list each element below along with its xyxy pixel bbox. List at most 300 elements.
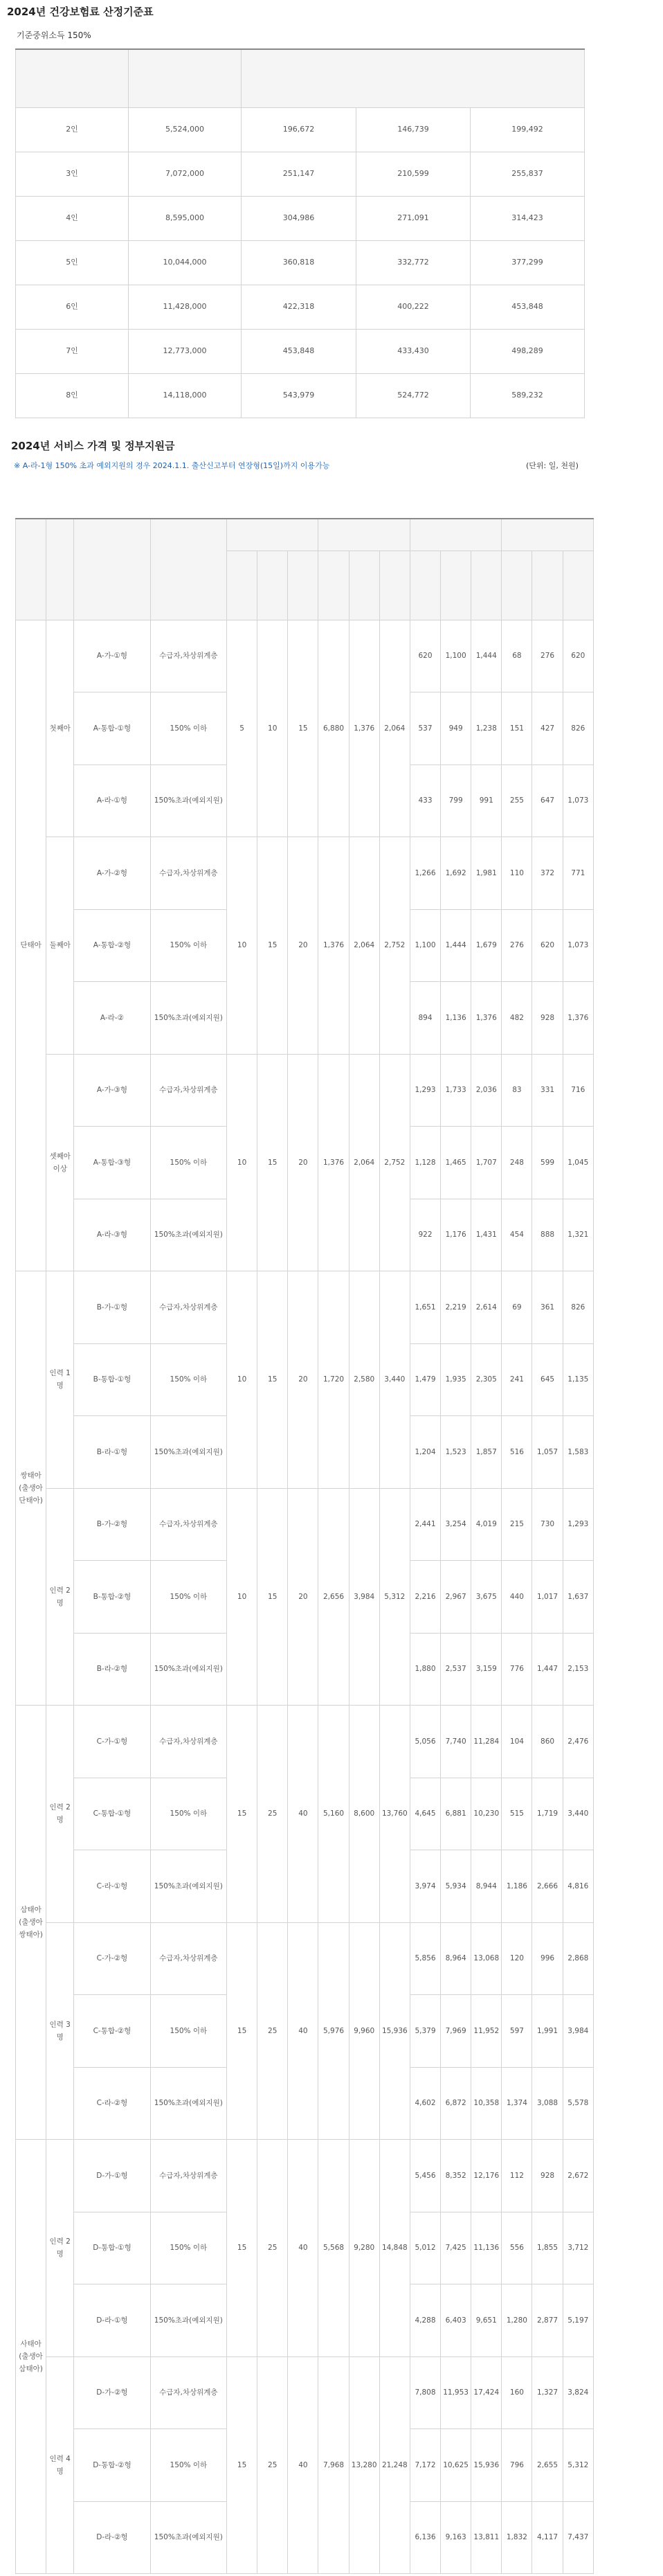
service-type-cell: C-통합-①형 bbox=[74, 1778, 150, 1850]
amount-cell: 4,602 bbox=[410, 2067, 440, 2140]
header-cell bbox=[318, 519, 410, 551]
table-row bbox=[16, 2140, 594, 2212]
header-cell bbox=[410, 519, 501, 551]
amount-cell: 1,327 bbox=[532, 2356, 563, 2429]
service-type-cell: A-가-③형 bbox=[74, 1054, 150, 1127]
premium-cell: 199,492 bbox=[471, 107, 585, 152]
household-cell: 5인 bbox=[16, 240, 129, 285]
amount-cell: 620 bbox=[532, 909, 563, 982]
amount-cell: 11,952 bbox=[471, 1995, 502, 2068]
amount-cell: 516 bbox=[502, 1416, 532, 1489]
income-cell: 10,044,000 bbox=[129, 240, 242, 285]
amount-cell: 5,856 bbox=[410, 1922, 440, 1995]
income-criteria-cell: 수급자,차상위계층 bbox=[150, 1271, 226, 1344]
days-cell: 40 bbox=[288, 2140, 318, 2357]
amount-cell: 454 bbox=[502, 1199, 532, 1271]
income-criteria-cell: 150% 이하 bbox=[150, 1778, 226, 1850]
income-criteria-cell: 150%초과(예외지원) bbox=[150, 982, 226, 1055]
price-cell: 2,656 bbox=[318, 1488, 349, 1706]
amount-cell: 1,465 bbox=[441, 1127, 471, 1199]
amount-cell: 8,964 bbox=[441, 1922, 471, 1995]
amount-cell: 104 bbox=[502, 1706, 532, 1778]
premium-cell: 400,222 bbox=[356, 285, 471, 329]
amount-cell: 255 bbox=[502, 764, 532, 837]
amount-cell: 826 bbox=[563, 1271, 593, 1344]
price-cell: 5,568 bbox=[318, 2140, 349, 2357]
income-criteria-cell: 150%초과(예외지원) bbox=[150, 2501, 226, 2574]
amount-cell: 12,176 bbox=[471, 2140, 502, 2212]
service-type-cell: B-가-①형 bbox=[74, 1271, 150, 1344]
header-cell bbox=[502, 519, 594, 551]
price-cell: 9,960 bbox=[349, 1922, 379, 2140]
header-cell bbox=[129, 49, 242, 107]
table-row bbox=[16, 1488, 594, 1561]
amount-cell: 440 bbox=[502, 1561, 532, 1634]
days-cell: 25 bbox=[257, 1706, 288, 1923]
subgroup-label-cell: 셋째아 이상 bbox=[46, 1054, 74, 1271]
amount-cell: 1,073 bbox=[563, 764, 593, 837]
price-cell: 14,848 bbox=[379, 2140, 410, 2357]
amount-cell: 1,707 bbox=[471, 1127, 502, 1199]
amount-cell: 860 bbox=[532, 1706, 563, 1778]
premium-cell: 196,672 bbox=[242, 107, 356, 152]
header-cell bbox=[16, 49, 129, 107]
price-cell: 3,440 bbox=[379, 1271, 410, 1489]
days-cell: 15 bbox=[257, 1488, 288, 1706]
amount-cell: 2,153 bbox=[563, 1633, 593, 1706]
premium-cell: 524,772 bbox=[356, 373, 471, 418]
income-criteria-cell: 수급자,차상위계층 bbox=[150, 1706, 226, 1778]
days-cell: 25 bbox=[257, 2140, 288, 2357]
household-cell: 2인 bbox=[16, 107, 129, 152]
amount-cell: 160 bbox=[502, 2356, 532, 2429]
amount-cell: 1,832 bbox=[502, 2501, 532, 2574]
premium-cell: 146,739 bbox=[356, 107, 471, 152]
income-criteria-cell: 150%초과(예외지원) bbox=[150, 1416, 226, 1489]
amount-cell: 5,056 bbox=[410, 1706, 440, 1778]
days-cell: 20 bbox=[288, 1054, 318, 1271]
amount-cell: 248 bbox=[502, 1127, 532, 1199]
subgroup-label-cell: 인력 2명 bbox=[46, 2140, 74, 2357]
service-type-cell: A-가-①형 bbox=[74, 620, 150, 692]
table-row bbox=[16, 373, 585, 418]
income-criteria-cell: 수급자,차상위계층 bbox=[150, 2140, 226, 2212]
premium-cell: 589,232 bbox=[471, 373, 585, 418]
price-cell: 15,936 bbox=[379, 1922, 410, 2140]
amount-cell: 1,128 bbox=[410, 1127, 440, 1199]
service-type-cell: A-통합-②형 bbox=[74, 909, 150, 982]
days-cell: 25 bbox=[257, 2356, 288, 2574]
amount-cell: 645 bbox=[532, 1343, 563, 1416]
amount-cell: 1,692 bbox=[441, 837, 471, 910]
income-criteria-cell: 150%초과(예외지원) bbox=[150, 2284, 226, 2357]
amount-cell: 3,712 bbox=[563, 2212, 593, 2284]
amount-cell: 2,476 bbox=[563, 1706, 593, 1778]
days-cell: 10 bbox=[227, 1054, 257, 1271]
amount-cell: 1,447 bbox=[532, 1633, 563, 1706]
amount-cell: 928 bbox=[532, 2140, 563, 2212]
service-type-cell: C-라-②형 bbox=[74, 2067, 150, 2140]
amount-cell: 716 bbox=[563, 1054, 593, 1127]
amount-cell: 2,036 bbox=[471, 1054, 502, 1127]
amount-cell: 3,675 bbox=[471, 1561, 502, 1634]
service-type-cell: A-통합-①형 bbox=[74, 692, 150, 765]
amount-cell: 826 bbox=[563, 692, 593, 765]
amount-cell: 949 bbox=[441, 692, 471, 765]
income-criteria-cell: 수급자,차상위계층 bbox=[150, 620, 226, 692]
amount-cell: 2,666 bbox=[532, 1850, 563, 1923]
table-row bbox=[16, 2356, 594, 2429]
premium-cell: 433,430 bbox=[356, 329, 471, 373]
amount-cell: 8,944 bbox=[471, 1850, 502, 1923]
amount-cell: 599 bbox=[532, 1127, 563, 1199]
service-type-cell: C-라-①형 bbox=[74, 1850, 150, 1923]
header-cell bbox=[227, 551, 257, 620]
service-type-cell: B-통합-①형 bbox=[74, 1343, 150, 1416]
price-cell: 7,968 bbox=[318, 2356, 349, 2574]
income-criteria-cell: 150%초과(예외지원) bbox=[150, 764, 226, 837]
days-cell: 40 bbox=[288, 1706, 318, 1923]
amount-cell: 1,293 bbox=[563, 1488, 593, 1561]
amount-cell: 4,117 bbox=[532, 2501, 563, 2574]
amount-cell: 2,216 bbox=[410, 1561, 440, 1634]
price-cell: 3,984 bbox=[349, 1488, 379, 1706]
amount-cell: 2,305 bbox=[471, 1343, 502, 1416]
table-header-row bbox=[16, 49, 585, 107]
section2-title: 2024년 서비스 가격 및 정부지원금 bbox=[11, 440, 175, 452]
amount-cell: 7,969 bbox=[441, 1995, 471, 2068]
amount-cell: 1,523 bbox=[441, 1416, 471, 1489]
group-label-cell: 사태아 (출생아 삼태아) bbox=[16, 2140, 46, 2574]
amount-cell: 2,614 bbox=[471, 1271, 502, 1344]
premium-cell: 498,289 bbox=[471, 329, 585, 373]
subgroup-label-cell: 인력 2명 bbox=[46, 1488, 74, 1706]
price-cell: 2,752 bbox=[379, 1054, 410, 1271]
amount-cell: 110 bbox=[502, 837, 532, 910]
amount-cell: 2,655 bbox=[532, 2429, 563, 2502]
amount-cell: 433 bbox=[410, 764, 440, 837]
amount-cell: 888 bbox=[532, 1199, 563, 1271]
amount-cell: 1,057 bbox=[532, 1416, 563, 1489]
price-cell: 8,600 bbox=[349, 1706, 379, 1923]
price-cell: 21,248 bbox=[379, 2356, 410, 2574]
amount-cell: 10,230 bbox=[471, 1778, 502, 1850]
amount-cell: 771 bbox=[563, 837, 593, 910]
amount-cell: 7,425 bbox=[441, 2212, 471, 2284]
header-cell bbox=[46, 519, 74, 620]
amount-cell: 922 bbox=[410, 1199, 440, 1271]
group-label-cell: 단태아 bbox=[16, 620, 46, 1271]
header-cell bbox=[150, 519, 226, 620]
service-type-cell: A-라-③형 bbox=[74, 1199, 150, 1271]
amount-cell: 7,740 bbox=[441, 1706, 471, 1778]
amount-cell: 241 bbox=[502, 1343, 532, 1416]
income-cell: 14,118,000 bbox=[129, 373, 242, 418]
table-row bbox=[16, 1922, 594, 1995]
amount-cell: 6,881 bbox=[441, 1778, 471, 1850]
amount-cell: 1,136 bbox=[441, 982, 471, 1055]
service-type-cell: D-통합-②형 bbox=[74, 2429, 150, 2502]
amount-cell: 3,824 bbox=[563, 2356, 593, 2429]
amount-cell: 620 bbox=[410, 620, 440, 692]
header-cell bbox=[379, 551, 410, 620]
amount-cell: 1,204 bbox=[410, 1416, 440, 1489]
amount-cell: 2,672 bbox=[563, 2140, 593, 2212]
service-type-cell: C-가-②형 bbox=[74, 1922, 150, 1995]
table-row bbox=[16, 152, 585, 196]
amount-cell: 1,431 bbox=[471, 1199, 502, 1271]
subgroup-label-cell: 첫째아 bbox=[46, 620, 74, 837]
service-type-cell: B-가-②형 bbox=[74, 1488, 150, 1561]
days-cell: 10 bbox=[257, 620, 288, 837]
header-cell bbox=[318, 551, 349, 620]
section1-title: 2024년 건강보험료 산정기준표 bbox=[7, 6, 154, 18]
price-cell: 1,376 bbox=[318, 1054, 349, 1271]
table-row bbox=[16, 107, 585, 152]
price-cell: 5,976 bbox=[318, 1922, 349, 2140]
amount-cell: 537 bbox=[410, 692, 440, 765]
amount-cell: 2,967 bbox=[441, 1561, 471, 1634]
household-cell: 4인 bbox=[16, 196, 129, 240]
amount-cell: 620 bbox=[563, 620, 593, 692]
amount-cell: 647 bbox=[532, 764, 563, 837]
amount-cell: 1,100 bbox=[441, 620, 471, 692]
subgroup-label-cell: 인력 4명 bbox=[46, 2356, 74, 2574]
premium-cell: 543,979 bbox=[242, 373, 356, 418]
table-row bbox=[16, 240, 585, 285]
amount-cell: 1,981 bbox=[471, 837, 502, 910]
amount-cell: 2,877 bbox=[532, 2284, 563, 2357]
amount-cell: 1,376 bbox=[471, 982, 502, 1055]
amount-cell: 2,441 bbox=[410, 1488, 440, 1561]
days-cell: 20 bbox=[288, 1488, 318, 1706]
amount-cell: 4,288 bbox=[410, 2284, 440, 2357]
amount-cell: 3,254 bbox=[441, 1488, 471, 1561]
amount-cell: 10,625 bbox=[441, 2429, 471, 2502]
service-type-cell: D-통합-①형 bbox=[74, 2212, 150, 2284]
price-cell: 5,312 bbox=[379, 1488, 410, 1706]
amount-cell: 556 bbox=[502, 2212, 532, 2284]
household-cell: 7인 bbox=[16, 329, 129, 373]
service-type-cell: C-통합-②형 bbox=[74, 1995, 150, 2068]
amount-cell: 10,358 bbox=[471, 2067, 502, 2140]
amount-cell: 6,872 bbox=[441, 2067, 471, 2140]
service-type-cell: A-통합-③형 bbox=[74, 1127, 150, 1199]
income-criteria-cell: 150% 이하 bbox=[150, 1561, 226, 1634]
household-cell: 6인 bbox=[16, 285, 129, 329]
days-cell: 15 bbox=[257, 1271, 288, 1489]
amount-cell: 331 bbox=[532, 1054, 563, 1127]
premium-cell: 332,772 bbox=[356, 240, 471, 285]
amount-cell: 1,479 bbox=[410, 1343, 440, 1416]
amount-cell: 361 bbox=[532, 1271, 563, 1344]
amount-cell: 1,100 bbox=[410, 909, 440, 982]
days-cell: 15 bbox=[257, 1054, 288, 1271]
unit-label: (단위: 일, 천원) bbox=[526, 461, 579, 470]
income-cell: 11,428,000 bbox=[129, 285, 242, 329]
income-cell: 5,524,000 bbox=[129, 107, 242, 152]
header-cell bbox=[532, 551, 563, 620]
income-criteria-cell: 150%초과(예외지원) bbox=[150, 2067, 226, 2140]
amount-cell: 1,880 bbox=[410, 1633, 440, 1706]
table-row bbox=[16, 1706, 594, 1778]
amount-cell: 991 bbox=[471, 764, 502, 837]
amount-cell: 69 bbox=[502, 1271, 532, 1344]
household-cell: 3인 bbox=[16, 152, 129, 196]
amount-cell: 9,651 bbox=[471, 2284, 502, 2357]
service-type-cell: D-라-①형 bbox=[74, 2284, 150, 2357]
amount-cell: 5,197 bbox=[563, 2284, 593, 2357]
amount-cell: 1,176 bbox=[441, 1199, 471, 1271]
amount-cell: 2,868 bbox=[563, 1922, 593, 1995]
income-criteria-cell: 150% 이하 bbox=[150, 1343, 226, 1416]
premium-cell: 422,318 bbox=[242, 285, 356, 329]
amount-cell: 13,811 bbox=[471, 2501, 502, 2574]
amount-cell: 1,186 bbox=[502, 1850, 532, 1923]
amount-cell: 3,159 bbox=[471, 1633, 502, 1706]
income-criteria-cell: 수급자,차상위계층 bbox=[150, 1922, 226, 1995]
service-type-cell: B-라-②형 bbox=[74, 1633, 150, 1706]
amount-cell: 1,719 bbox=[532, 1778, 563, 1850]
header-cell bbox=[242, 49, 585, 107]
amount-cell: 796 bbox=[502, 2429, 532, 2502]
amount-cell: 15,936 bbox=[471, 2429, 502, 2502]
income-cell: 8,595,000 bbox=[129, 196, 242, 240]
premium-cell: 314,423 bbox=[471, 196, 585, 240]
service-type-cell: A-라-② bbox=[74, 982, 150, 1055]
price-cell: 5,160 bbox=[318, 1706, 349, 1923]
table-row bbox=[16, 620, 594, 692]
table-row bbox=[16, 1054, 594, 1127]
amount-cell: 1,991 bbox=[532, 1995, 563, 2068]
amount-cell: 1,135 bbox=[563, 1343, 593, 1416]
service-type-cell: A-가-②형 bbox=[74, 837, 150, 910]
days-cell: 15 bbox=[288, 620, 318, 837]
days-cell: 25 bbox=[257, 1922, 288, 2140]
header-cell bbox=[227, 519, 318, 551]
amount-cell: 1,374 bbox=[502, 2067, 532, 2140]
days-cell: 5 bbox=[227, 620, 257, 837]
amount-cell: 5,312 bbox=[563, 2429, 593, 2502]
amount-cell: 4,816 bbox=[563, 1850, 593, 1923]
price-cell: 6,880 bbox=[318, 620, 349, 837]
header-cell bbox=[563, 551, 593, 620]
amount-cell: 730 bbox=[532, 1488, 563, 1561]
premium-cell: 453,848 bbox=[242, 329, 356, 373]
amount-cell: 3,974 bbox=[410, 1850, 440, 1923]
days-cell: 20 bbox=[288, 837, 318, 1055]
income-criteria-cell: 150% 이하 bbox=[150, 2212, 226, 2284]
amount-cell: 6,403 bbox=[441, 2284, 471, 2357]
days-cell: 15 bbox=[227, 2140, 257, 2357]
amount-cell: 1,376 bbox=[563, 982, 593, 1055]
table-row bbox=[16, 1271, 594, 1344]
premium-cell: 304,986 bbox=[242, 196, 356, 240]
amount-cell: 482 bbox=[502, 982, 532, 1055]
table-row bbox=[16, 329, 585, 373]
amount-cell: 3,088 bbox=[532, 2067, 563, 2140]
days-cell: 15 bbox=[257, 837, 288, 1055]
subgroup-label-cell: 인력 2명 bbox=[46, 1706, 74, 1923]
amount-cell: 1,280 bbox=[502, 2284, 532, 2357]
amount-cell: 996 bbox=[532, 1922, 563, 1995]
amount-cell: 1,321 bbox=[563, 1199, 593, 1271]
price-cell: 2,580 bbox=[349, 1271, 379, 1489]
amount-cell: 276 bbox=[502, 909, 532, 982]
header-cell bbox=[288, 551, 318, 620]
header-cell bbox=[16, 519, 46, 620]
amount-cell: 1,857 bbox=[471, 1416, 502, 1489]
days-cell: 40 bbox=[288, 1922, 318, 2140]
header-cell bbox=[74, 519, 150, 620]
amount-cell: 1,733 bbox=[441, 1054, 471, 1127]
premium-cell: 255,837 bbox=[471, 152, 585, 196]
subgroup-label-cell: 인력 1명 bbox=[46, 1271, 74, 1489]
amount-cell: 68 bbox=[502, 620, 532, 692]
income-criteria-cell: 150%초과(예외지원) bbox=[150, 1850, 226, 1923]
days-cell: 20 bbox=[288, 1271, 318, 1489]
income-criteria-cell: 수급자,차상위계층 bbox=[150, 837, 226, 910]
income-criteria-cell: 150%초과(예외지원) bbox=[150, 1199, 226, 1271]
amount-cell: 4,645 bbox=[410, 1778, 440, 1850]
premium-cell: 251,147 bbox=[242, 152, 356, 196]
income-criteria-cell: 수급자,차상위계층 bbox=[150, 2356, 226, 2429]
header-cell bbox=[471, 551, 502, 620]
amount-cell: 112 bbox=[502, 2140, 532, 2212]
amount-cell: 7,808 bbox=[410, 2356, 440, 2429]
amount-cell: 1,073 bbox=[563, 909, 593, 982]
section2-note: ※ A-라-1형 150% 초과 예외지원의 경우 2024.1.1. 출산신고부터 연장형(15일)까지 이용가능 bbox=[14, 461, 330, 470]
price-cell: 1,376 bbox=[349, 620, 379, 837]
amount-cell: 799 bbox=[441, 764, 471, 837]
income-criteria-cell: 수급자,차상위계층 bbox=[150, 1488, 226, 1561]
amount-cell: 894 bbox=[410, 982, 440, 1055]
amount-cell: 8,352 bbox=[441, 2140, 471, 2212]
amount-cell: 9,163 bbox=[441, 2501, 471, 2574]
premium-cell: 360,818 bbox=[242, 240, 356, 285]
premium-cell: 453,848 bbox=[471, 285, 585, 329]
amount-cell: 597 bbox=[502, 1995, 532, 2068]
amount-cell: 276 bbox=[532, 620, 563, 692]
amount-cell: 6,136 bbox=[410, 2501, 440, 2574]
amount-cell: 2,219 bbox=[441, 1271, 471, 1344]
amount-cell: 215 bbox=[502, 1488, 532, 1561]
service-type-cell: D-가-①형 bbox=[74, 2140, 150, 2212]
amount-cell: 83 bbox=[502, 1054, 532, 1127]
amount-cell: 928 bbox=[532, 982, 563, 1055]
days-cell: 15 bbox=[227, 1922, 257, 2140]
income-criteria-cell: 150% 이하 bbox=[150, 1995, 226, 2068]
subgroup-label-cell: 둘째아 bbox=[46, 837, 74, 1055]
table-row bbox=[16, 285, 585, 329]
days-cell: 10 bbox=[227, 1271, 257, 1489]
amount-cell: 17,424 bbox=[471, 2356, 502, 2429]
days-cell: 40 bbox=[288, 2356, 318, 2574]
amount-cell: 1,444 bbox=[471, 620, 502, 692]
header-cell bbox=[410, 551, 440, 620]
amount-cell: 11,136 bbox=[471, 2212, 502, 2284]
service-type-cell: C-가-①형 bbox=[74, 1706, 150, 1778]
amount-cell: 1,444 bbox=[441, 909, 471, 982]
days-cell: 10 bbox=[227, 1488, 257, 1706]
amount-cell: 5,012 bbox=[410, 2212, 440, 2284]
service-type-cell: D-라-②형 bbox=[74, 2501, 150, 2574]
income-criteria-cell: 수급자,차상위계층 bbox=[150, 1054, 226, 1127]
amount-cell: 1,238 bbox=[471, 692, 502, 765]
price-cell: 1,720 bbox=[318, 1271, 349, 1489]
service-type-cell: B-통합-②형 bbox=[74, 1561, 150, 1634]
amount-cell: 1,637 bbox=[563, 1561, 593, 1634]
